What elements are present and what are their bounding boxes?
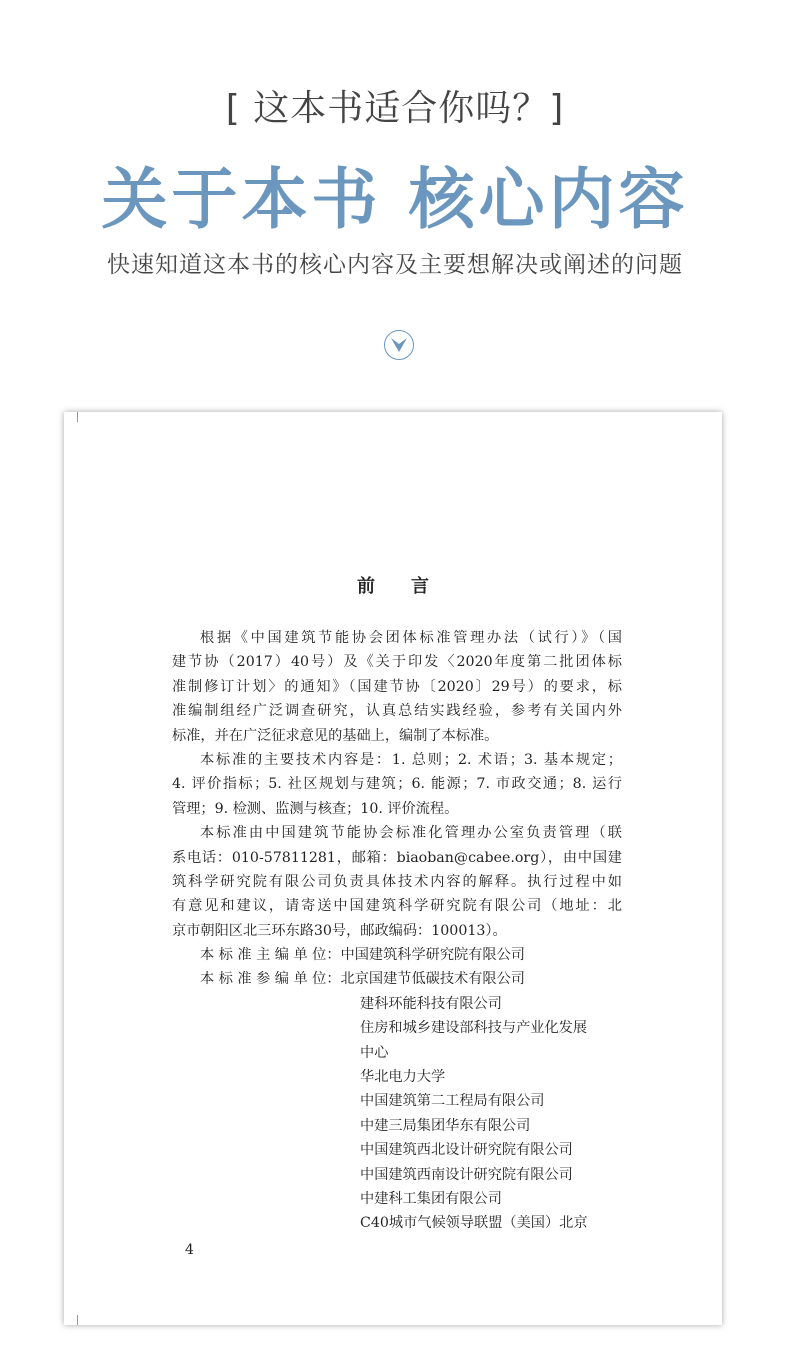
text-line: 本标准由中国建筑节能协会标准化管理办公室负责管理（联 — [200, 825, 622, 842]
text-line: 京市朝阳区北三环东路30号，邮政编码：100013）。 — [172, 922, 507, 939]
crop-mark — [77, 1315, 78, 1325]
text-line: 中国建筑西南设计研究院有限公司 — [360, 1166, 573, 1183]
text-line: 中心 — [360, 1044, 389, 1061]
text-line: 建科环能科技有限公司 — [360, 995, 502, 1012]
text-line: 有意见和建议，请寄送中国建筑科学研究院有限公司（地址：北 — [172, 898, 622, 915]
text-line: 管理；9. 检测、监测与核查；10. 评价流程。 — [172, 800, 459, 817]
crop-mark — [77, 412, 78, 422]
text-line: 中建科工集团有限公司 — [360, 1190, 502, 1207]
text-line: 4. 评价指标；5. 社区规划与建筑；6. 能源；7. 市政交通；8. 运行 — [172, 776, 622, 793]
text-line: 本标准的主要技术内容是：1. 总则；2. 术语；3. 基本规定； — [200, 751, 622, 768]
text-line: 本 标 准 主 编 单 位：中国建筑科学研究院有限公司 — [200, 947, 525, 964]
text-line: 根据《中国建筑节能协会团体标准管理办法（试行）》（国 — [200, 630, 622, 646]
question-heading: [ 这本书适合你吗？] — [225, 88, 565, 129]
page-title: 关于本书 核心内容 — [101, 160, 689, 238]
text-line: 华北电力大学 — [360, 1069, 446, 1086]
text-line: 准制修订计划〉的通知》（国建节协〔2020〕29号）的要求，标 — [172, 678, 622, 695]
text-line: 中国建筑西北设计研究院有限公司 — [360, 1142, 573, 1159]
text-line: 住房和城乡建设部科技与产业化发展 — [360, 1020, 588, 1037]
text-line: 准编制组经广泛调查研究，认真总结实践经验，参考有关国内外 — [172, 703, 622, 720]
text-line: 本 标 准 参 编 单 位：北京国建节低碳技术有限公司 — [200, 971, 525, 988]
scroll-down-button[interactable] — [384, 330, 414, 360]
text-line: 系电话：010-57811281，邮箱：biaoban@cabee.org），由中国建 — [172, 849, 622, 866]
text-line: 中建三局集团华东有限公司 — [360, 1117, 531, 1134]
text-line: 中国建筑第二工程局有限公司 — [360, 1093, 545, 1110]
preface-body — [172, 626, 622, 1236]
text-line: C40城市气候领导联盟（美国）北京 — [360, 1215, 588, 1232]
text-line: 筑科学研究院有限公司负责具体技术内容的解释。执行过程中如 — [172, 873, 622, 890]
text-line: 标准，并在广泛征求意见的基础上，编制了本标准。 — [172, 727, 499, 744]
preface-heading: 前 言 — [357, 576, 429, 597]
chevron-down-icon — [391, 338, 407, 352]
page-number: 4 — [185, 1242, 194, 1258]
text-line: 建节协（2017）40号）及《关于印发〈2020年度第二批团体标 — [172, 654, 622, 671]
subtitle: 快速知道这本书的核心内容及主要想解决或阐述的问题 — [107, 252, 683, 278]
book-page — [64, 412, 722, 1325]
